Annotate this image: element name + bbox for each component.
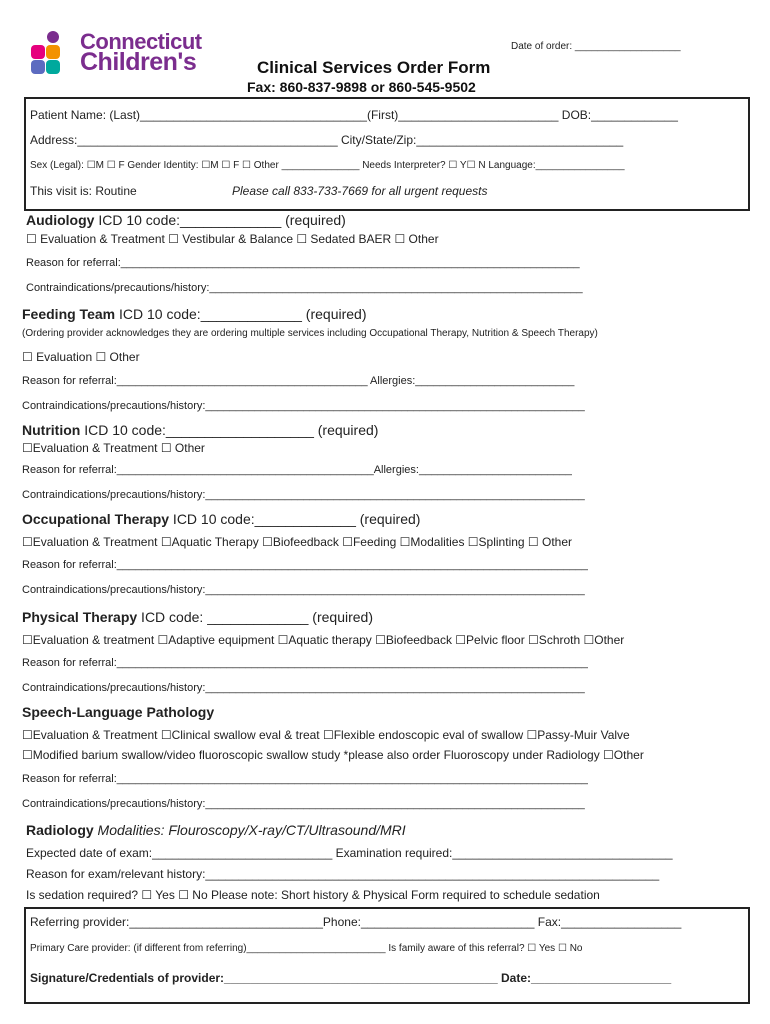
fax-numbers: Fax: 860-837-9898 or 860-545-9502 [247,79,476,95]
slp-options-row2[interactable]: ☐Modified barium swallow/video fluoroscopic swallow study *please also order Fluoroscopy under Radiology ☐Other [22,748,644,762]
pt-title: Physical Therapy [22,609,138,625]
pcp-field[interactable]: Primary Care provider: (if different from referring)_________________________ Is family aware of this referral? ☐ Yes ☐ No [30,943,583,954]
audiology-icd-field[interactable]: ICD 10 code:_____________ (required) [94,212,346,228]
pt-contra-field[interactable]: Contraindications/precautions/history:______________________________________________________________ [22,682,585,694]
sex-gender-interpreter-row[interactable]: Sex (Legal): ☐M ☐ F Gender Identity: ☐M ☐ F ☐ Other ______________ Needs Interpreter? ☐ Y☐ N Language:________________ [30,160,625,171]
audiology-options[interactable]: ☐ Evaluation & Treatment ☐ Vestibular & Balance ☐ Sedated BAER ☐ Other [26,232,439,246]
feeding-title: Feeding Team [22,306,116,322]
slp-reason-field[interactable]: Reason for referral:_____________________________________________________________________________ [22,773,588,785]
slp-section-title: Speech-Language Pathology [22,704,215,720]
logo-wordmark: Connecticut Children's [80,29,202,76]
radiology-sedation-row[interactable]: Is sedation required? ☐ Yes ☐ No Please note: Short history & Physical Form required to schedule sedation [26,888,600,902]
slp-options-row1[interactable]: ☐Evaluation & Treatment ☐Clinical swallow eval & treat ☐Flexible endoscopic eval of swallow ☐Passy-Muir Valve [22,728,630,742]
referring-provider-field[interactable]: Referring provider:_____________________________Phone:__________________________ Fax:__________________ [30,915,682,929]
nutrition-title: Nutrition [22,422,81,438]
ot-title: Occupational Therapy [22,511,170,527]
urgent-request-note: Please call 833-733-7669 for all urgent requests [232,184,488,198]
slp-contra-field[interactable]: Contraindications/precautions/history:______________________________________________________________ [22,798,585,810]
ot-options[interactable]: ☐Evaluation & Treatment ☐Aquatic Therapy ☐Biofeedback ☐Feeding ☐Modalities ☐Splinting ☐ Other [22,535,573,549]
date-of-order-field[interactable]: Date of order: ___________________ [511,41,681,52]
feeding-options[interactable]: ☐ Evaluation ☐ Other [22,350,140,364]
feeding-icd-field[interactable]: ICD 10 code:_____________ (required) [115,306,367,322]
audiology-title: Audiology [26,212,95,228]
feeding-section-title [22,306,367,322]
radiology-expected-date-field[interactable]: Expected date of exam:___________________________ Examination required:_________________________________ [26,846,673,860]
logo-mark-icon [29,30,77,78]
nutrition-options[interactable]: ☐Evaluation & Treatment ☐ Other [22,441,205,455]
radiology-title: Radiology [26,822,94,838]
feeding-note: (Ordering provider acknowledges they are ordering multiple services including Occupational Therapy, Nutrition & Speech Therapy) [22,328,598,339]
audiology-contra-field[interactable]: Contraindications/precautions/history:_____________________________________________________________ [26,282,583,294]
feeding-reason-field[interactable]: Reason for referral:_________________________________________ Allergies:__________________________ [22,375,575,387]
pt-icd-field[interactable]: ICD code: _____________ (required) [137,609,373,625]
audiology-reason-field[interactable]: Reason for referral:___________________________________________________________________________ [26,257,580,269]
feeding-contra-field[interactable]: Contraindications/precautions/history:______________________________________________________________ [22,400,585,412]
nutrition-section-title [22,422,378,438]
visit-type-label: This visit is: Routine [30,184,137,198]
nutrition-icd-field[interactable]: ICD 10 code:___________________ (required) [80,422,379,438]
radiology-reason-field[interactable]: Reason for exam/relevant history:____________________________________________________________________ [26,867,660,881]
radiology-modalities: Modalities: Flouroscopy/X-ray/CT/Ultrasound/MRI [93,822,406,838]
address-field[interactable]: Address:_______________________________________ City/State/Zip:_______________________________ [30,133,624,147]
ot-section-title [22,511,420,527]
form-title: Clinical Services Order Form [257,58,491,77]
ot-contra-field[interactable]: Contraindications/precautions/history:______________________________________________________________ [22,584,585,596]
audiology-section-title [26,212,346,228]
signature-field[interactable]: Signature/Credentials of provider:_________________________________________ Date:_____________________ [30,971,672,985]
pt-reason-field[interactable]: Reason for referral:_____________________________________________________________________________ [22,657,588,669]
ot-reason-field[interactable]: Reason for referral:_____________________________________________________________________________ [22,559,588,571]
pt-options[interactable]: ☐Evaluation & treatment ☐Adaptive equipment ☐Aquatic therapy ☐Biofeedback ☐Pelvic floor ☐Schroth ☐Other [22,633,625,647]
pt-section-title [22,609,373,625]
patient-name-field[interactable]: Patient Name: (Last)__________________________________(First)________________________ DOB:_____________ [30,108,678,122]
ot-icd-field[interactable]: ICD 10 code:_____________ (required) [169,511,421,527]
radiology-section-title [26,822,406,838]
nutrition-contra-field[interactable]: Contraindications/precautions/history:______________________________________________________________ [22,489,585,501]
nutrition-reason-field[interactable]: Reason for referral:__________________________________________Allergies:_________________________ [22,464,572,476]
